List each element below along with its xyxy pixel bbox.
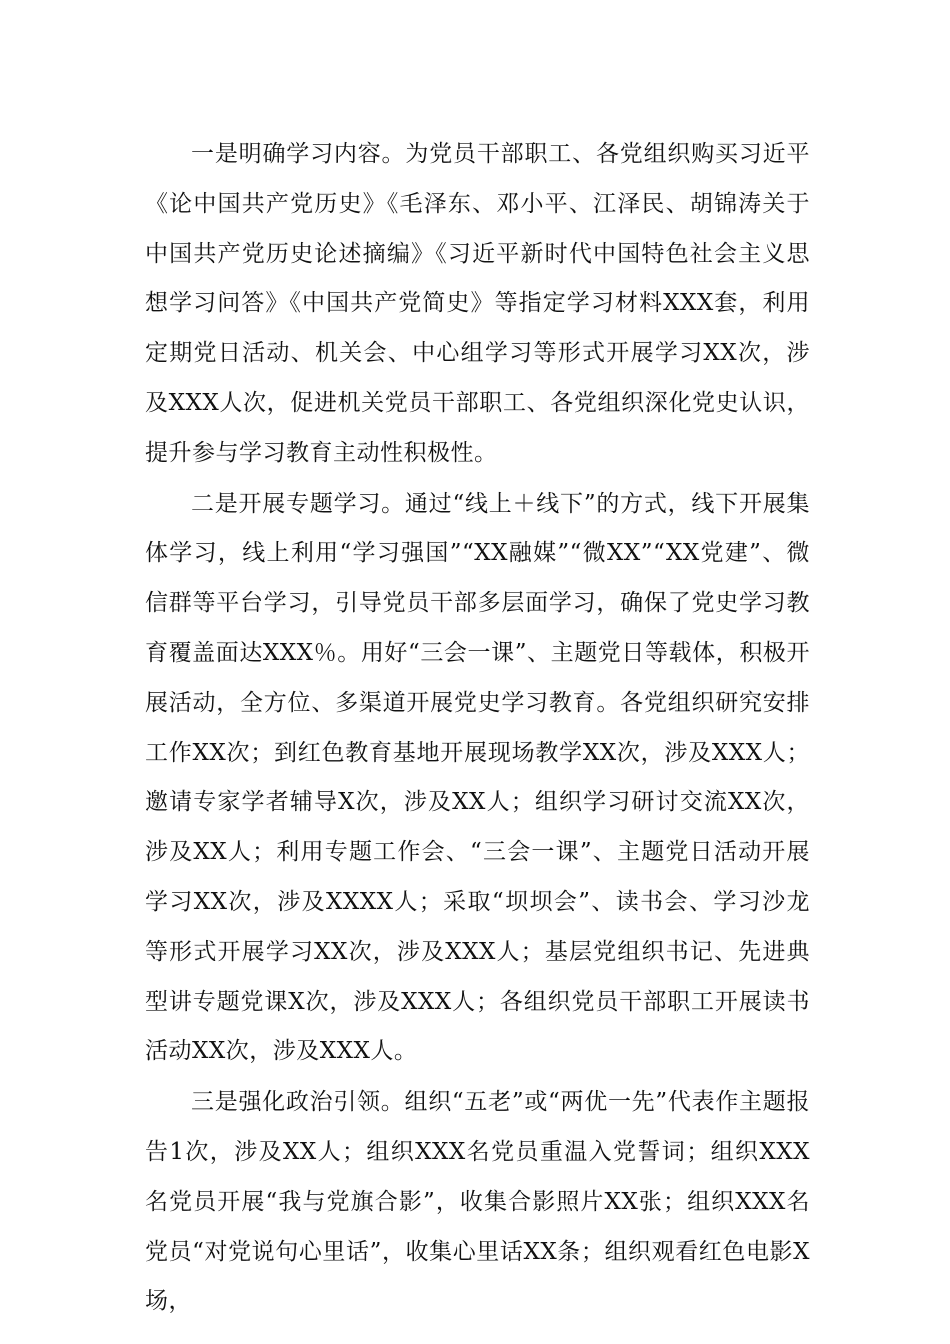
document-body xyxy=(145,130,810,1328)
paragraph-political-guidance: 三是强化政治引领。组织“五老”或“两优一先”代表作主题报告1次，涉及XX人；组织XXX名党员重温入党誓词；组织XXX名党员开展“我与党旗合影”，收集合影照片XX张；组织XXX名党员“对党说句心里话”，收集心里话XX条；组织观看红色电影X场， xyxy=(145,1089,810,1315)
paragraph-special-study: 二是开展专题学习。通过“线上＋线下”的方式，线下开展集体学习，线上利用“学习强国”“XX融媒”“微XX”“XX党建”、微信群等平台学习，引导党员干部多层面学习，确保了党史学习教育覆盖面达XXX％。用好“三会一课”、主题党日等载体，积极开展活动，全方位、多渠道开展党史学习教育。各党组织研究安排工作XX次；到红色教育基地开展现场教学XX次，涉及XXX人；邀请专家学者辅导X次，涉及XX人；组织学习研讨交流XX次，涉及XX人；利用专题工作会、“三会一课”、主题党日活动开展学习XX次，涉及XXXX人；采取“坝坝会”、读书会、学习沙龙等形式开展学习XX次，涉及XXX人；基层党组织书记、先进典型讲专题党课X次，涉及XXX人；各组织党员干部职工开展读书活动XX次，涉及XXX人。 xyxy=(145,490,810,1065)
paragraph-study-content: 一是明确学习内容。为党员干部职工、各党组织购买习近平《论中国共产党历史》《毛泽东、邓小平、江泽民、胡锦涛关于中国共产党历史论述摘编》《习近平新时代中国特色社会主义思想学习问答》《中国共产党简史》等指定学习材料XXX套，利用定期党日活动、机关会、中心组学习等形式开展学习XX次，涉及XXX人次，促进机关党员干部职工、各党组织深化党史认识，提升参与学习教育主动性积极性。 xyxy=(145,141,810,466)
